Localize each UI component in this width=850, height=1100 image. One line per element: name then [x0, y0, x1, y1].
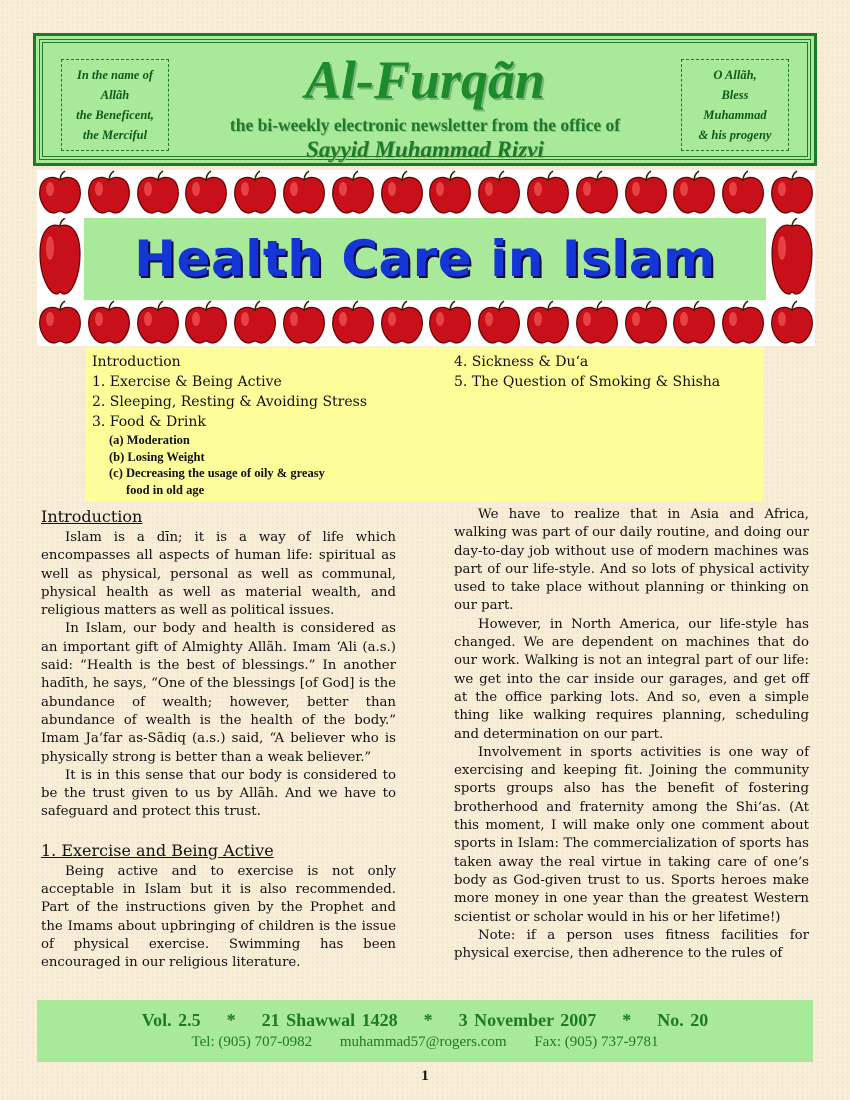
apple-icon [671, 300, 717, 346]
paragraph: Involvement in sports activities is one way of exercising and keeping fit. Joining the community sports groups also has the benefit of fostering brotherhood and fraternity among the Shi‘as. (At this moment, I will make only one comment about sports in Islam: The commercialization of sports has taken away the real virtue in taking care of one’s body as God-given trust to us. Sports heroes make more money in one year than the greatest Western scientist or scholar would in his or her lifetime!) [454, 744, 809, 925]
apple-border-top [37, 170, 815, 216]
paragraph: Note: if a person uses fitness facilities for physical exercise, then adherence to the rules of [454, 927, 809, 962]
apple-icon [769, 170, 815, 216]
paragraph: Islam is a dīn; it is a way of life which encompasses all aspects of human life: spiritual as well as physical, personal as well as communal, physical health as well as material wealth, and religious matters as well as political issues. [41, 530, 396, 619]
fax-number: Fax: (905) 737-9781 [534, 1034, 659, 1050]
section-heading-exercise: 1. Exercise and Being Active [41, 840, 274, 860]
apple-icon [183, 300, 229, 346]
email-address[interactable]: muhammad57@rogers.com [339, 1034, 507, 1050]
apple-icon [476, 170, 522, 216]
article-left-column [41, 506, 396, 973]
apple-icon [281, 300, 327, 346]
contents-subitem: (b) Losing Weight [109, 449, 205, 464]
apple-icon [720, 300, 766, 346]
newsletter-name: Al-Furqãn [304, 50, 546, 110]
paragraph: In Islam, our body and health is considered as an important gift of Almighty Allãh. Imam ‘Ali (a.s.) said: “Health is the best of blessings.” In another hadīth, he says, “One of the blessings [of God] is the abundance of wealth; however, better than abundance of wealth is the health of the body.” Imam Ja‘far as-Sãdiq (a.s.) said, “A believer who is physically strong is better than a weak believer.” [41, 621, 396, 765]
newsletter-tagline: the bi-weekly electronic newsletter from the office of [229, 115, 621, 135]
contents-box [86, 347, 763, 502]
masthead-frame [42, 42, 808, 162]
apple-icon [86, 170, 132, 216]
invocation-line: In the name of [76, 68, 154, 82]
apple-icon [86, 300, 132, 346]
contents-left-column [92, 352, 452, 498]
contents-item: 1. Exercise & Being Active [92, 374, 282, 390]
apple-icon [232, 300, 278, 346]
apple-icon [427, 300, 473, 346]
apple-icon [37, 300, 83, 346]
page-number: 1 [421, 1068, 429, 1084]
issue-info: Vol. 2.5 * 21 Shawwal 1428 * 3 November 2007 * No. 20 [141, 1010, 709, 1030]
apple-icon [427, 170, 473, 216]
paragraph: It is in this sense that our body is considered to be the trust given to us by Allãh. And we have to safeguard and protect this trust. [41, 767, 396, 820]
issue-footer [37, 1000, 813, 1062]
apple-icon [574, 300, 620, 346]
apple-icon [671, 170, 717, 216]
apple-icon [379, 300, 425, 346]
apple-icon [37, 218, 83, 298]
salawat-line: & his progeny [698, 128, 772, 142]
contents-item: 4. Sickness & Du‘a [454, 354, 589, 370]
contents-item: 3. Food & Drink [92, 414, 206, 430]
contents-subitem: (c) Decreasing the usage of oily & greasy [109, 466, 325, 480]
masthead [33, 33, 817, 166]
contents-item: Introduction [92, 354, 181, 370]
apple-icon [281, 170, 327, 216]
apple-icon [135, 300, 181, 346]
apple-border-left [37, 216, 83, 300]
contents-right-column [454, 352, 754, 392]
salawat-line: Muhammad [703, 108, 767, 122]
issue-title: Health Care in Islam [134, 230, 716, 288]
apple-icon [476, 300, 522, 346]
salawat-line: O Allãh, [713, 68, 757, 82]
apple-icon [623, 170, 669, 216]
contents-item: 2. Sleeping, Resting & Avoiding Stress [92, 394, 368, 410]
apple-icon [330, 300, 376, 346]
apple-icon [623, 300, 669, 346]
article-right-column [454, 506, 809, 963]
apple-icon [769, 300, 815, 346]
paragraph: Being active and to exercise is not only acceptable in Islam but it is also recommended. Part of the instructions given by the Prophet and the Imams about upbringing of children is the issue of physical exercise. Swimming has been encouraged in our religious literature. [41, 863, 396, 971]
salawat-line: Bless [721, 88, 749, 102]
apple-icon [574, 170, 620, 216]
apple-icon [525, 300, 571, 346]
contents-item: 5. The Question of Smoking & Shisha [454, 374, 721, 390]
invocation-line: Allãh [100, 88, 130, 102]
apple-icon [525, 170, 571, 216]
contents-subitem: food in old age [126, 482, 205, 497]
apple-icon [232, 170, 278, 216]
paragraph: We have to realize that in Asia and Africa, walking was part of our daily routine, and doing our day-to-day job without use of modern machines was part of our life-style. And so lots of physical activity used to take place without planning or thinking on our part. [454, 507, 809, 614]
title-box [84, 218, 766, 300]
apple-border-right [769, 216, 815, 300]
contact-line [37, 1031, 813, 1053]
paragraph: However, in North America, our life-style has changed. We are dependent on machines that do our work. Walking is not an integral part of our life: we get into the car inside our garages, and get off at the office parking lots. And so, even a simple thing like walking requires planning, scheduling and determination on our part. [454, 616, 809, 742]
apple-icon [183, 170, 229, 216]
apple-icon [720, 170, 766, 216]
apple-icon [769, 218, 815, 298]
apple-icon [330, 170, 376, 216]
title-banner [37, 170, 815, 346]
apple-icon [135, 170, 181, 216]
apple-icon [379, 170, 425, 216]
author-name: Sayyid Muhammad Rizvi [306, 137, 544, 162]
phone-number: Tel: (905) 707-0982 [191, 1034, 313, 1050]
apple-icon [37, 170, 83, 216]
invocation-line: the Beneficent, [76, 108, 154, 122]
apple-border-bottom [37, 300, 815, 346]
section-heading-introduction: Introduction [41, 507, 143, 526]
invocation-line: the Merciful [82, 128, 148, 142]
salawat-box [681, 59, 789, 151]
contents-subitem: (a) Moderation [109, 433, 190, 447]
